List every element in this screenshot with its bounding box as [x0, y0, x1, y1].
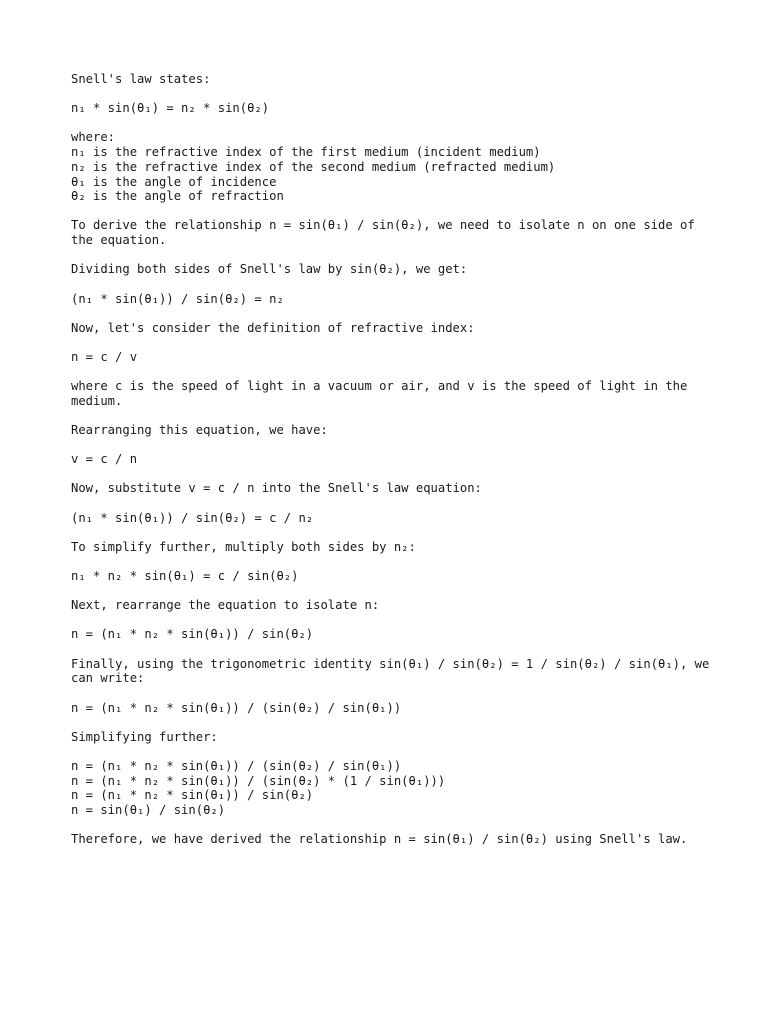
document-body — [71, 72, 717, 862]
text-line: Now, let's consider the definition of refractive index: — [71, 320, 475, 335]
paragraph — [71, 656, 717, 686]
paragraph — [71, 452, 711, 467]
paragraph — [71, 701, 711, 716]
paragraph — [71, 759, 711, 818]
text-line: θ₂ is the angle of refraction — [71, 189, 284, 204]
paragraph — [71, 569, 711, 584]
text-line: Now, substitute v = c / n into the Snell's law equation: — [71, 481, 482, 496]
text-line: Snell's law states: — [71, 72, 211, 86]
text-line: where: — [71, 130, 116, 145]
paragraph — [71, 350, 711, 365]
text-line: θ₁ is the angle of incidence — [71, 174, 277, 189]
text-line: Simplifying further: — [71, 729, 218, 744]
paragraph — [71, 379, 711, 408]
paragraph — [71, 627, 711, 642]
paragraph — [71, 262, 711, 277]
paragraph — [71, 130, 711, 204]
text-line: n₁ * sin(θ₁) = n₂ * sin(θ₂) — [71, 101, 270, 116]
paragraph — [71, 218, 711, 247]
paragraph — [71, 540, 711, 555]
text-line: Dividing both sides of Snell's law by sin(θ₂), we get: — [71, 262, 468, 277]
paragraph — [71, 832, 711, 847]
text-line: n = (n₁ * n₂ * sin(θ₁)) / sin(θ₂) — [71, 627, 314, 642]
text-line: (n₁ * sin(θ₁)) / sin(θ₂) = n₂ — [71, 291, 284, 306]
text-line: n = (n₁ * n₂ * sin(θ₁)) / sin(θ₂) — [71, 788, 314, 803]
text-line: Rearranging this equation, we have: — [71, 423, 328, 438]
text-line: Therefore, we have derived the relationship n = sin(θ₁) / sin(θ₂) using Snell's law. — [71, 832, 688, 847]
paragraph — [71, 292, 711, 307]
paragraph — [71, 730, 711, 745]
text-line: (n₁ * sin(θ₁)) / sin(θ₂) = c / n₂ — [71, 510, 314, 525]
paragraph — [71, 423, 711, 438]
text-line: n = (n₁ * n₂ * sin(θ₁)) / (sin(θ₂) / sin(θ₁)) — [71, 758, 402, 773]
paragraph — [71, 101, 711, 116]
text-line: To derive the relationship n = sin(θ₁) / sin(θ₂), we need to isolate n on one side of the equation. — [71, 218, 703, 248]
text-line: n₂ is the refractive index of the second medium (refracted medium) — [71, 159, 556, 174]
text-line: n = (n₁ * n₂ * sin(θ₁)) / (sin(θ₂) / sin(θ₁)) — [71, 700, 402, 715]
paragraph — [71, 72, 711, 87]
paragraph — [71, 598, 711, 613]
text-line: v = c / n — [71, 452, 138, 467]
text-line: To simplify further, multiply both sides by n₂: — [71, 539, 416, 554]
text-line: n = c / v — [71, 349, 138, 364]
text-line: where c is the speed of light in a vacuum or air, and v is the speed of light in the medium. — [71, 379, 695, 408]
text-line: n = (n₁ * n₂ * sin(θ₁)) / (sin(θ₂) * (1 / sin(θ₁))) — [71, 773, 446, 788]
paragraph — [71, 321, 711, 336]
text-line: n₁ is the refractive index of the first medium (incident medium) — [71, 145, 541, 160]
text-line: n₁ * n₂ * sin(θ₁) = c / sin(θ₂) — [71, 569, 299, 584]
text-line: Next, rearrange the equation to isolate n: — [71, 598, 380, 613]
paragraph — [71, 511, 711, 526]
text-line: Finally, using the trigonometric identity sin(θ₁) / sin(θ₂) = 1 / sin(θ₂) / sin(θ₁), we can write: — [71, 656, 717, 686]
paragraph — [71, 481, 711, 496]
text-line: n = sin(θ₁) / sin(θ₂) — [71, 803, 226, 818]
